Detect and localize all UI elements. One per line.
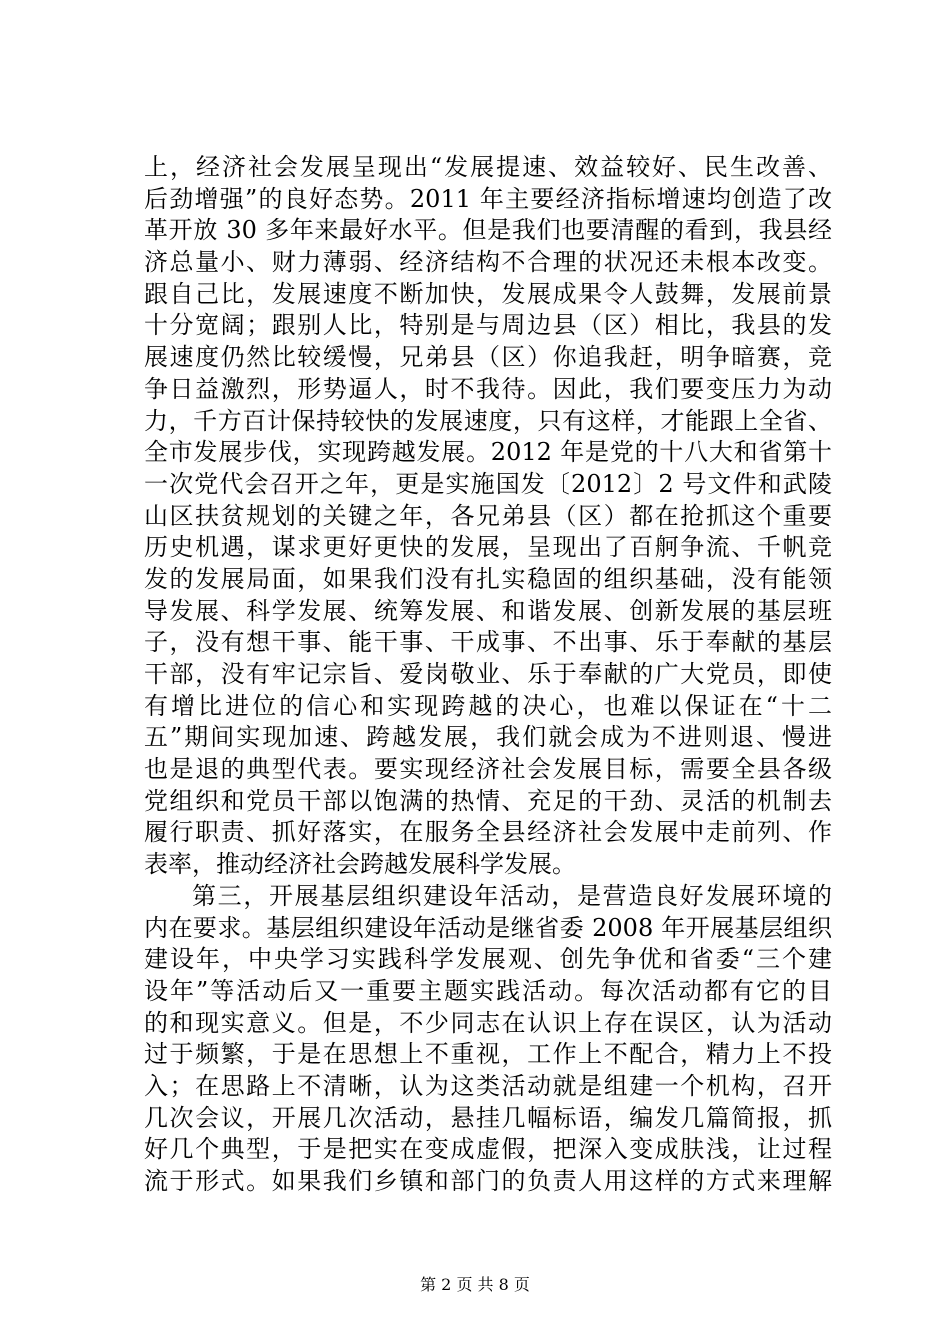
paragraph-2-line: 流于形式。如果我们乡镇和部门的负责人用这样的方式来理解 — [144, 1167, 832, 1195]
paragraph-1-line: 子，没有想干事、能干事、干成事、不出事、乐于奉献的基层 — [144, 628, 832, 657]
paragraph-1-line: 党组织和党员干部以饱满的热情、充足的干劲、灵活的机制去 — [144, 786, 832, 815]
page-footer: 第 2 页 共 8 页 — [420, 1275, 530, 1294]
paragraph-2-line: 入；在思路上不清晰，认为这类活动就是组建一个机构，召开 — [144, 1071, 832, 1100]
paragraph-2-line: 内在要求。基层组织建设年活动是继省委 2008 年开展基层组织 — [144, 913, 832, 942]
paragraph-1-line: 也是退的典型代表。要实现经济社会发展目标，需要全县各级 — [144, 755, 832, 784]
paragraph-1-line: 后劲增强”的良好态势。2011 年主要经济指标增速均创造了改 — [144, 184, 832, 213]
paragraph-1-line: 济总量小、财力薄弱、经济结构不合理的状况还未根本改变。 — [144, 248, 832, 277]
paragraph-1-line: 表率，推动经济社会跨越发展科学发展。 — [144, 850, 576, 879]
paragraph-1-line: 履行职责、抓好落实，在服务全县经济社会发展中走前列、作 — [144, 818, 832, 847]
paragraph-1-line: 跟自己比，发展速度不断加快，发展成果令人鼓舞，发展前景 — [144, 279, 832, 308]
document-body — [144, 152, 832, 1198]
paragraph-1-line: 导发展、科学发展、统筹发展、和谐发展、创新发展的基层班 — [144, 596, 832, 625]
paragraph-2-line: 第三，开展基层组织建设年活动，是营造良好发展环境的 — [192, 881, 832, 910]
paragraph-1-line: 有增比进位的信心和实现跨越的决心，也难以保证在“十二 — [144, 691, 832, 720]
paragraph-1-line: 发的发展局面，如果我们没有扎实稳固的组织基础，没有能领 — [144, 564, 832, 593]
paragraph-2-line: 建设年，中央学习实践科学发展观、创先争优和省委“三个建 — [144, 945, 832, 974]
paragraph-1-line: 五”期间实现加速、跨越发展，我们就会成为不进则退、慢进 — [144, 723, 832, 752]
paragraph-2-line: 过于频繁，于是在思想上不重视，工作上不配合，精力上不投 — [144, 1040, 832, 1069]
paragraph-2-line: 几次会议，开展几次活动，悬挂几幅标语，编发几篇简报，抓 — [144, 1103, 832, 1132]
paragraph-2-line: 的和现实意义。但是，不少同志在认识上存在误区，认为活动 — [144, 1008, 832, 1037]
paragraph-1-line: 一次党代会召开之年，更是实施国发〔2012〕2 号文件和武陵 — [144, 469, 832, 498]
paragraph-1-line: 力，千方百计保持较快的发展速度，只有这样，才能跟上全省、 — [144, 406, 832, 435]
paragraph-1-line: 干部，没有牢记宗旨、爱岗敬业、乐于奉献的广大党员，即使 — [144, 660, 832, 688]
paragraph-1-line: 展速度仍然比较缓慢，兄弟县（区）你追我赶，明争暗赛，竞 — [144, 343, 832, 372]
paragraph-2-line: 设年”等活动后又一重要主题实践活动。每次活动都有它的目 — [144, 976, 832, 1005]
paragraph-1-line: 争日益激烈，形势逼人，时不我待。因此，我们要变压力为动 — [144, 374, 832, 403]
paragraph-1-line: 山区扶贫规划的关键之年，各兄弟县（区）都在抢抓这个重要 — [144, 501, 832, 530]
paragraph-1-line: 历史机遇，谋求更好更快的发展，呈现出了百舸争流、千帆竞 — [144, 533, 832, 562]
paragraph-1-line: 十分宽阔；跟别人比，特别是与周边县（区）相比，我县的发 — [144, 311, 832, 340]
paragraph-1-line: 革开放 30 多年来最好水平。但是我们也要清醒的看到，我县经 — [144, 216, 832, 245]
paragraph-1-line: 全市发展步伐，实现跨越发展。2012 年是党的十八大和省第十 — [144, 438, 832, 467]
paragraph-1-line: 上，经济社会发展呈现出“发展提速、效益较好、民生改善、 — [144, 153, 832, 181]
paragraph-2-line: 好几个典型，于是把实在变成虚假，把深入变成肤浅，让过程 — [144, 1135, 832, 1164]
